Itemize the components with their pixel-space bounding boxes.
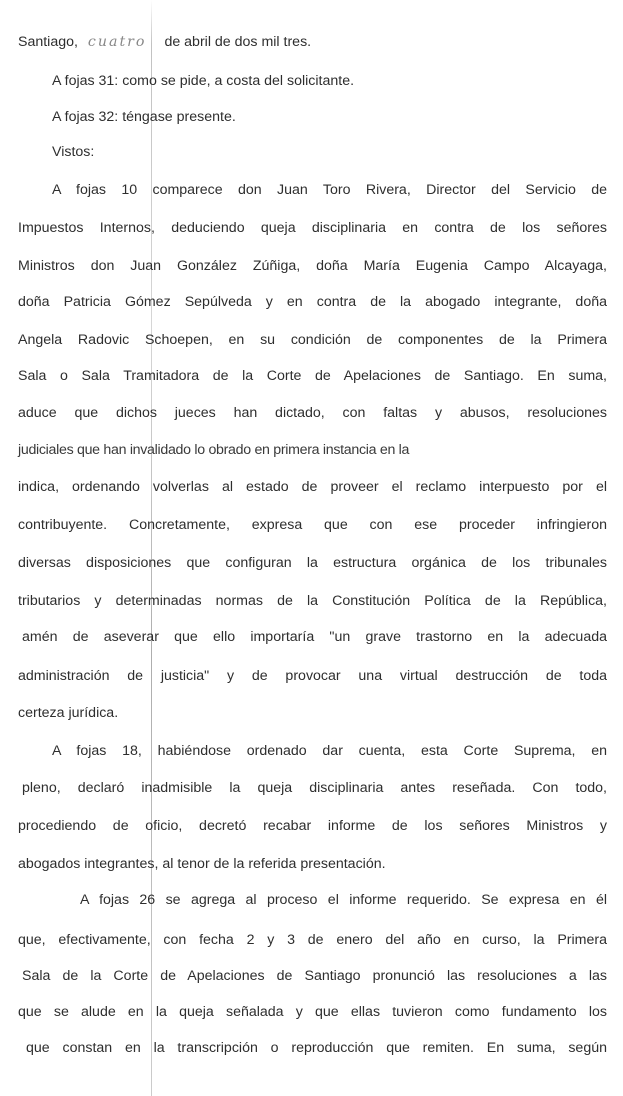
- text-line: abogados integrantes, al tenor de la referida presentación.: [18, 856, 386, 872]
- text-line: administración de justicia" y de provocar una virtual destrucción de toda: [18, 668, 607, 684]
- text-line: diversas disposiciones que configuran la estructura orgánica de los tribunales: [18, 555, 607, 571]
- text-line: pleno, declaró inadmisible la queja disciplinaria antes reseñada. Con todo,: [22, 780, 607, 796]
- text-line: certeza jurídica.: [18, 705, 119, 721]
- text-line: indica, ordenando volverlas al estado de proveer el reclamo interpuesto por el: [18, 479, 607, 495]
- text-line: que, efectivamente, con fecha 2 y 3 de enero del año en curso, la Primera: [18, 932, 607, 948]
- text-line: Sala o Sala Tramitadora de la Corte de Apelaciones de Santiago. En suma,: [18, 368, 607, 384]
- text-line: procediendo de oficio, decretó recabar informe de los señores Ministros y: [18, 818, 607, 834]
- text-line: que se alude en la queja señalada y que ellas tuvieron como fundamento los: [18, 1004, 607, 1020]
- date-prefix: Santiago,: [18, 34, 78, 50]
- text-line: A fojas 10 comparece don Juan Toro Rivera, Director del Servicio de: [52, 182, 607, 198]
- text-line: Angela Radovic Schoepen, en su condición de componentes de la Primera: [18, 332, 607, 348]
- text-line: contribuyente. Concretamente, expresa que con ese proceder infringieron: [18, 517, 607, 533]
- text-line: A fojas 32: téngase presente.: [52, 109, 236, 125]
- text-line: A fojas 18, habiéndose ordenado dar cuenta, esta Corte Suprema, en: [52, 743, 607, 759]
- text-line: amén de aseverar que ello importaría "un grave trastorno en la adecuada: [22, 629, 607, 645]
- text-line: aduce que dichos jueces han dictado, con faltas y abusos, resoluciones: [18, 405, 607, 421]
- text-line: A fojas 26 se agrega al proceso el informe requerido. Se expresa en él: [80, 892, 607, 908]
- text-line: Sala de la Corte de Apelaciones de Santiago pronunció las resoluciones a las: [22, 968, 607, 984]
- date-suffix: de abril de dos mil tres.: [164, 34, 312, 50]
- date-line: [18, 33, 311, 51]
- handwritten-day: cuatro: [87, 34, 147, 50]
- text-line: doña Patricia Gómez Sepúlveda y en contra de la abogado integrante, doña: [18, 294, 607, 310]
- text-line: A fojas 31: como se pide, a costa del solicitante.: [52, 73, 355, 89]
- text-line: que constan en la transcripción o reproducción que remiten. En suma, según: [26, 1040, 607, 1056]
- text-line: Ministros don Juan González Zúñiga, doña María Eugenia Campo Alcayaga,: [18, 258, 607, 274]
- text-line: tributarios y determinadas normas de la Constitución Política de la República,: [18, 593, 607, 609]
- text-line: Vistos:: [52, 144, 95, 160]
- text-line: Impuestos Internos, deduciendo queja disciplinaria en contra de los señores: [18, 220, 607, 236]
- text-line: judiciales que han invalidado lo obrado en primera instancia en la: [18, 442, 410, 458]
